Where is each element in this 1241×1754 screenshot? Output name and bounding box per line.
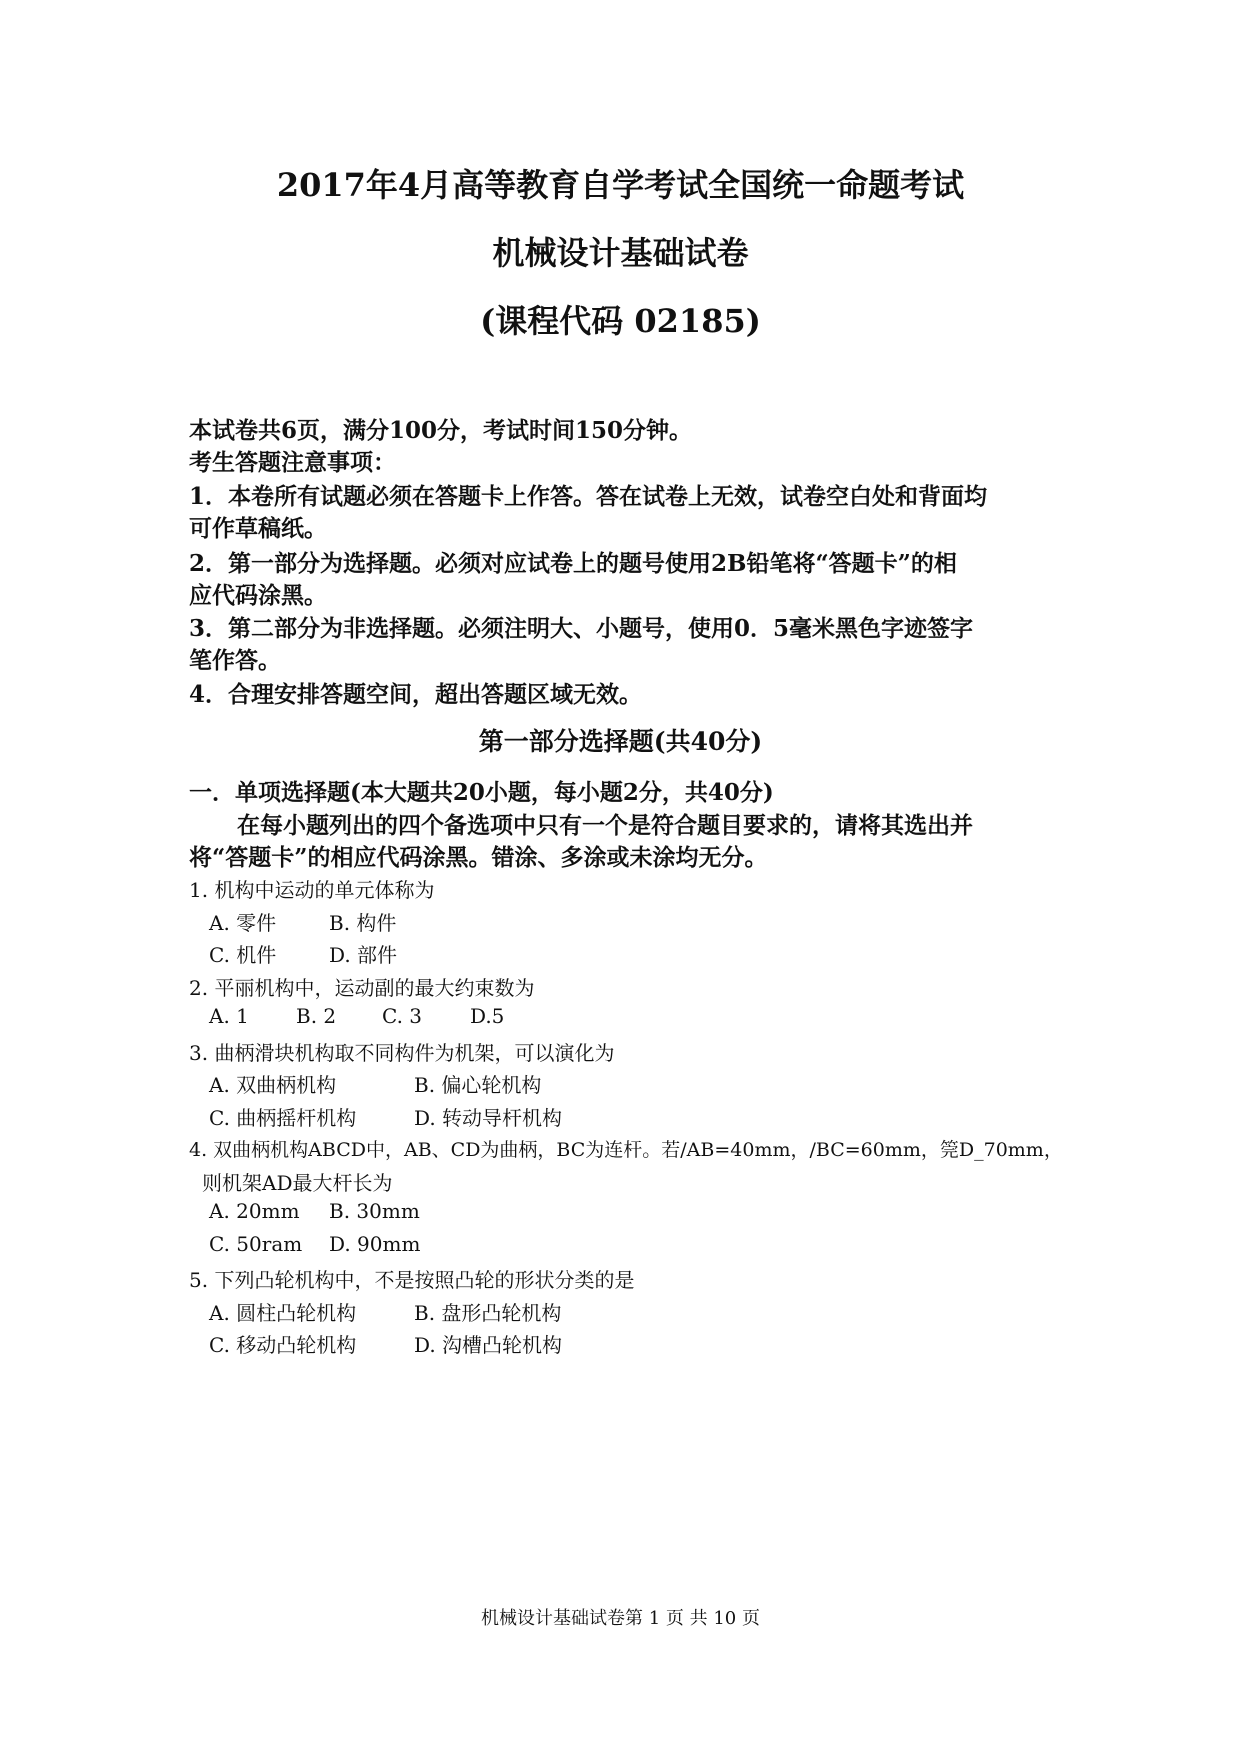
question-1-option-a[interactable]: A. 零件 bbox=[209, 911, 277, 935]
section-title: 一．单项选择题(本大题共20小题，每小题2分，共40分) bbox=[189, 779, 774, 806]
question-1-option-d[interactable]: D. 部件 bbox=[329, 943, 398, 967]
note-2-line-1: 2．第一部分为选择题。必须对应试卷上的题号使用2B铅笔将“答题卡”的相 bbox=[189, 550, 957, 577]
question-4-option-a[interactable]: A. 20mm bbox=[209, 1199, 300, 1223]
instruction-line-1: 在每小题列出的四个备选项中只有一个是符合题目要求的，请将其选出并 bbox=[237, 812, 973, 839]
question-2-option-c[interactable]: C. 3 bbox=[382, 1004, 423, 1028]
question-5-option-b[interactable]: B. 盘形凸轮机构 bbox=[414, 1301, 562, 1325]
question-1-stem: 1. 机构中运动的单元体称为 bbox=[189, 878, 435, 902]
question-3-stem: 3. 曲柄滑块机构取不同构件为机架，可以演化为 bbox=[189, 1041, 615, 1065]
question-4-option-c[interactable]: C. 50ram bbox=[209, 1232, 303, 1256]
question-5-option-a[interactable]: A. 圆柱凸轮机构 bbox=[209, 1301, 357, 1325]
question-2-stem: 2. 平丽机构中，运动副的最大约束数为 bbox=[189, 976, 535, 1000]
note-1-line-1: 1．本卷所有试题必须在答题卡上作答。答在试卷上无效，试卷空白处和背面均 bbox=[189, 483, 988, 510]
question-5-option-c[interactable]: C. 移动凸轮机构 bbox=[209, 1333, 357, 1357]
question-1-option-c[interactable]: C. 机件 bbox=[209, 943, 277, 967]
question-1-option-b[interactable]: B. 构件 bbox=[329, 911, 397, 935]
note-3-line-2: 笔作答。 bbox=[189, 647, 281, 674]
page-footer: 机械设计基础试卷第 1 页 共 10 页 bbox=[481, 1608, 760, 1629]
question-4-option-b[interactable]: B. 30mm bbox=[329, 1199, 420, 1223]
question-3-option-c[interactable]: C. 曲柄摇杆机构 bbox=[209, 1106, 357, 1130]
paper-title: 机械设计基础试卷 bbox=[492, 234, 749, 272]
note-2-line-2: 应代码涂黑。 bbox=[189, 582, 327, 609]
note-1-line-2: 可作草稿纸。 bbox=[189, 515, 327, 542]
course-code: (课程代码 02185) bbox=[480, 302, 761, 340]
note-4: 4．合理安排答题空间，超出答题区域无效。 bbox=[189, 681, 643, 708]
question-3-option-a[interactable]: A. 双曲柄机构 bbox=[209, 1073, 337, 1097]
question-2-option-b[interactable]: B. 2 bbox=[296, 1004, 337, 1028]
question-4-stem: 4. 双曲柄机构ABCD中，AB、CD为曲柄，BC为连杆。若/AB=40mm，/BC=60mm，筦D_70mm， bbox=[189, 1139, 1063, 1161]
exam-info: 本试卷共6页，满分100分，考试时间150分钟。 bbox=[189, 417, 693, 444]
question-2-option-d[interactable]: D.5 bbox=[470, 1004, 505, 1028]
question-5-option-d[interactable]: D. 沟槽凸轮机构 bbox=[414, 1333, 563, 1357]
question-3-option-d[interactable]: D. 转动导杆机构 bbox=[414, 1106, 563, 1130]
question-2-option-a[interactable]: A. 1 bbox=[209, 1004, 249, 1028]
question-3-option-b[interactable]: B. 偏心轮机构 bbox=[414, 1073, 542, 1097]
notes-heading: 考生答题注意事项： bbox=[189, 449, 396, 476]
part-one-heading: 第一部分选择题(共40分) bbox=[478, 727, 763, 756]
note-3-line-1: 3．第二部分为非选择题。必须注明大、小题号，使用0．5毫米黑色字迹签字 bbox=[189, 615, 974, 642]
question-4-option-d[interactable]: D. 90mm bbox=[329, 1232, 421, 1256]
question-5-stem: 5. 下列凸轮机构中，不是按照凸轮的形状分类的是 bbox=[189, 1268, 635, 1292]
exam-title: 2017年4月高等教育自学考试全国统一命题考试 bbox=[276, 166, 965, 204]
question-4-stem-line-2: 则机架AD最大杆长为 bbox=[202, 1171, 393, 1195]
instruction-line-2: 将“答题卡”的相应代码涂黑。错涂、多涂或未涂均无分。 bbox=[189, 844, 768, 871]
